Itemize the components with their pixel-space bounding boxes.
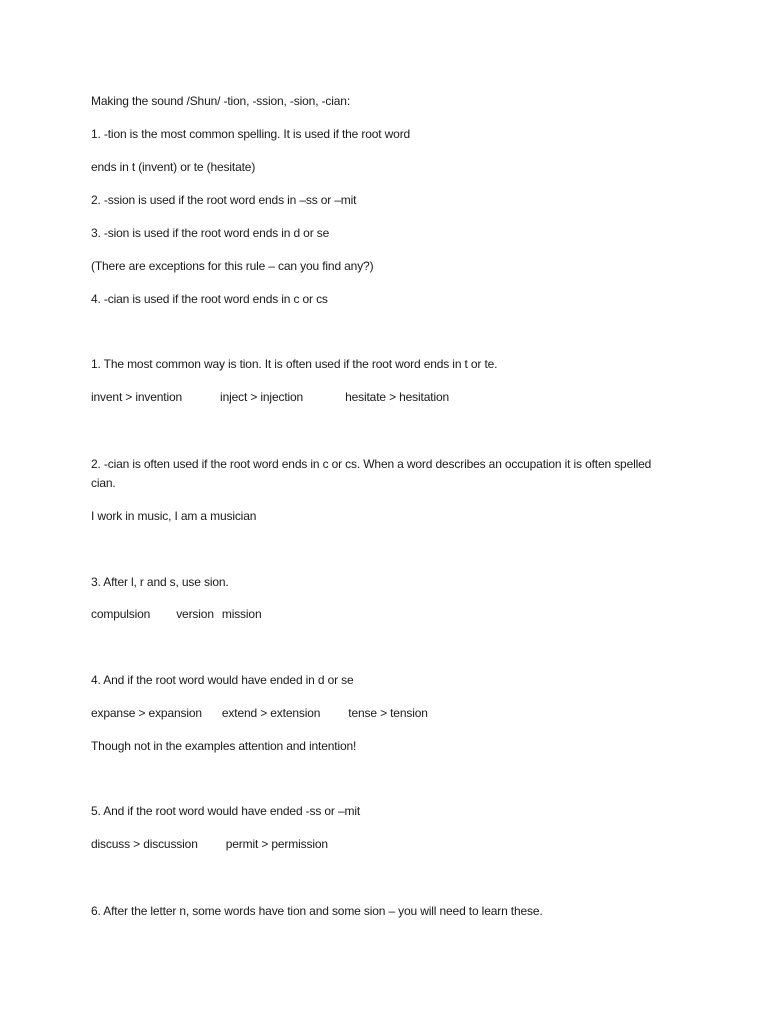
example-hesitation: hesitate > hesitation — [345, 390, 450, 404]
example-version: version — [176, 607, 214, 621]
example-discussion: discuss > discussion — [91, 837, 198, 851]
section-3-examples — [91, 605, 261, 624]
example-expansion: expanse > expansion — [91, 706, 202, 720]
section-5-text: 5. And if the root word would have ended -ss or –mit — [91, 804, 361, 818]
section-4-text: 4. And if the root word would have ended in d or se — [91, 673, 354, 687]
example-mission: mission — [221, 607, 262, 621]
example-permission: permit > permission — [225, 837, 328, 851]
rule-1-line-2: ends in t (invent) or te (hesitate) — [91, 160, 256, 174]
example-tension: tense > tension — [348, 706, 428, 720]
rule-3-note: (There are exceptions for this rule – can you find any?) — [91, 259, 374, 273]
section-5-examples — [91, 835, 328, 854]
rule-1-line-1: 1. -tion is the most common spelling. It is used if the root word — [91, 127, 411, 141]
document-heading: Making the sound /Shun/ -tion, -ssion, -sion, -cian: — [91, 94, 351, 108]
example-extension: extend > extension — [221, 706, 321, 720]
example-invention: invent > invention — [91, 390, 183, 404]
section-2-text: 2. -cian is often used if the root word ends in c or cs. When a word describes an occupation it is often spelled cian. — [91, 457, 652, 490]
section-4-examples — [91, 704, 428, 723]
section-1-text: 1. The most common way is tion. It is often used if the root word ends in t or te. — [91, 357, 498, 371]
example-injection: inject > injection — [220, 390, 304, 404]
example-compulsion: compulsion — [91, 607, 151, 621]
rule-2: 2. -ssion is used if the root word ends in –ss or –mit — [91, 193, 357, 207]
section-4-note: Though not in the examples attention and intention! — [91, 739, 357, 753]
rule-3: 3. -sion is used if the root word ends in d or se — [91, 226, 330, 240]
section-2-example: I work in music, I am a musician — [91, 509, 257, 523]
rule-4: 4. -cian is used if the root word ends in c or cs — [91, 292, 328, 306]
section-3-text: 3. After l, r and s, use sion. — [91, 575, 229, 589]
section-6-text: 6. After the letter n, some words have tion and some sion – you will need to learn these. — [91, 904, 543, 918]
section-1-examples — [91, 388, 449, 407]
